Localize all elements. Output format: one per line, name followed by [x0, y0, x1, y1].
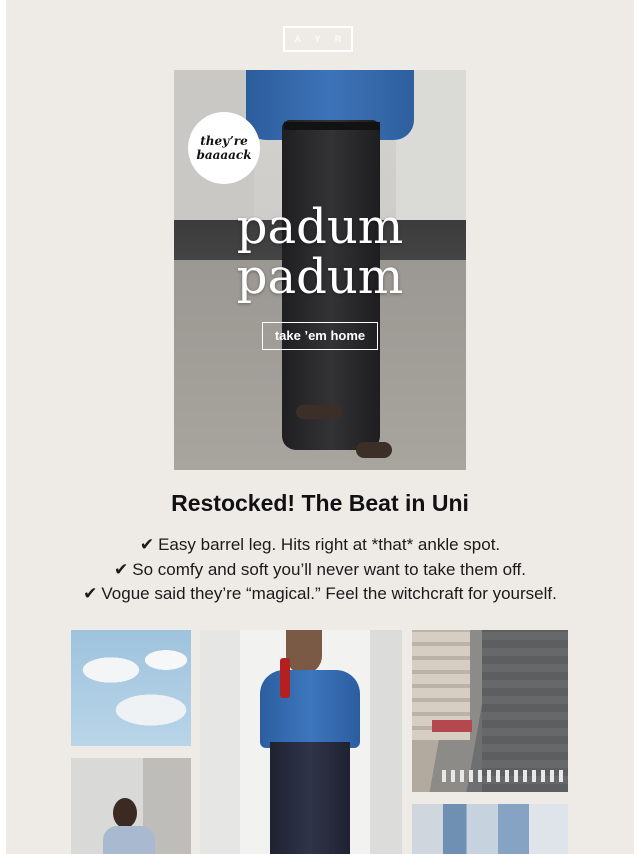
model-photo[interactable] — [200, 630, 402, 854]
restock-badge — [188, 112, 260, 184]
hero-sandal-left — [296, 405, 342, 419]
street-road — [482, 630, 568, 792]
hero-title — [174, 199, 466, 305]
model-jeans — [270, 742, 350, 854]
model-soda-can — [280, 658, 290, 698]
street-awning — [432, 720, 472, 732]
feature-text: So comfy and soft you’ll never want to take them off. — [132, 559, 526, 579]
check-icon: ✔ — [114, 559, 129, 579]
hero-belt — [284, 122, 380, 130]
street-crosswalk — [442, 770, 568, 782]
check-icon: ✔ — [83, 584, 98, 603]
feature-item — [6, 582, 634, 607]
email-body — [6, 0, 634, 854]
feature-text: Easy barrel leg. Hits right at *that* ankle spot. — [158, 535, 501, 554]
feature-text: Vogue said they’re “magical.” Feel the witchcraft for yourself. — [101, 584, 557, 603]
model-head — [286, 630, 322, 674]
hero-title-line-2: padum — [236, 249, 404, 305]
street-photo[interactable] — [412, 630, 568, 792]
take-em-home-button[interactable]: take ’em home — [262, 322, 378, 350]
man-portrait-photo[interactable] — [71, 758, 191, 854]
hero-title-line-1: padum — [236, 199, 404, 255]
headline: Restocked! The Beat in Uni — [171, 490, 469, 516]
portrait-head — [113, 798, 137, 828]
model-shirt — [260, 670, 360, 748]
feature-item — [6, 533, 634, 558]
badge-line-1: they’re — [200, 134, 248, 148]
denim-rack-photo[interactable] — [412, 804, 568, 854]
sky-photo[interactable] — [71, 630, 191, 746]
check-icon: ✔ — [139, 535, 155, 554]
feature-list — [6, 533, 634, 607]
badge-line-2: baaaack — [196, 148, 252, 162]
feature-item — [6, 558, 634, 583]
brand-logo[interactable]: A Y R — [283, 26, 353, 52]
hero-sandal-right — [356, 442, 392, 458]
portrait-body — [103, 826, 155, 854]
hero-image[interactable] — [174, 70, 466, 470]
